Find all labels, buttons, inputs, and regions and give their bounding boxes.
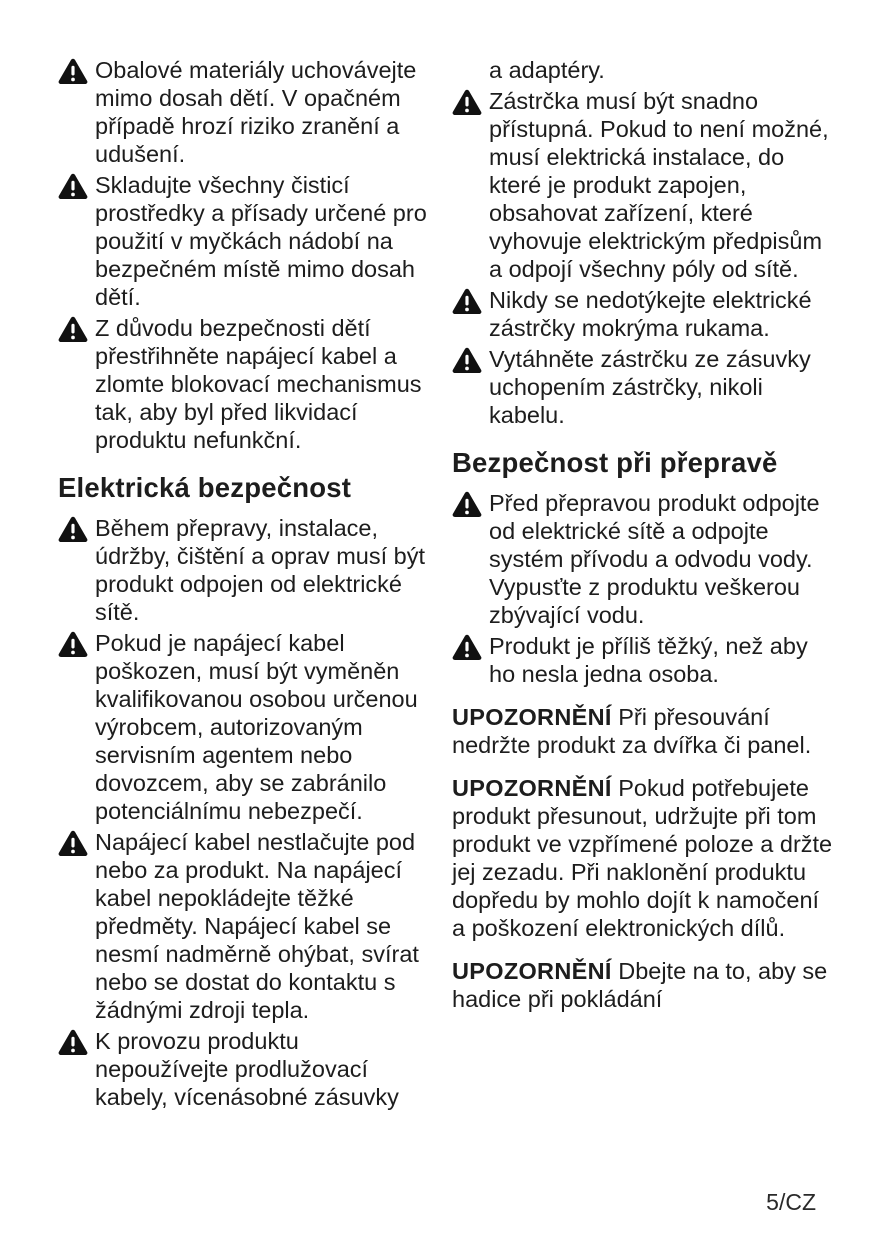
caution-text: Při přesouvání nedržte produkt za dvířka či panel.	[452, 704, 812, 758]
warning-triangle-icon	[452, 347, 482, 373]
warning-bullet	[58, 514, 438, 626]
warning-bullet	[452, 345, 834, 429]
warning-triangle-icon	[58, 631, 88, 657]
warning-triangle-icon	[58, 173, 88, 199]
bullet-text: Před přepravou produkt odpojte od elektrické sítě a odpojte systém přívodu a odvodu vody. Vypusťte z produktu veškerou zbývající vodu.	[489, 490, 820, 628]
bullet-text: Produkt je příliš těžký, než aby ho nesla jedna osoba.	[489, 633, 808, 687]
warning-bullet	[58, 56, 438, 168]
bullet-text: Pokud je napájecí kabel poškozen, musí být vyměněn kvalifikovanou osobou určenou výrobcem, autorizovaným servisním agentem nebo dovozcem, aby se zabránilo potenciálnímu nebezpečí.	[95, 630, 418, 824]
bullet-continuation-text: a adaptéry.	[489, 57, 605, 83]
warning-triangle-icon	[58, 516, 88, 542]
warning-triangle-icon	[452, 491, 482, 517]
warning-triangle-icon	[58, 316, 88, 342]
warning-triangle-icon	[58, 1029, 88, 1055]
warning-bullet	[452, 632, 834, 688]
caution-paragraph	[452, 957, 834, 1013]
bullet-text: Obalové materiály uchovávejte mimo dosah dětí. V opačném případě hrozí riziko zranění a udušení.	[95, 57, 417, 167]
warning-bullet	[452, 489, 834, 629]
warning-bullet	[58, 171, 438, 311]
caution-text: Pokud potřebujete produkt přesunout, udržujte při tom produkt ve vzpřímené poloze a držte jej zezadu. Při naklonění produktu dopředu by mohlo dojít k namočení a poškození elektronických dílů.	[452, 775, 833, 941]
left-column	[58, 56, 438, 1114]
section-heading-electrical-safety: Elektrická bezpečnost	[58, 472, 352, 503]
bullet-text: K provozu produktu nepoužívejte prodlužovací kabely, vícenásobné zásuvky	[95, 1028, 399, 1110]
bullet-text: Nikdy se nedotýkejte elektrické zástrčky mokrýma rukama.	[489, 287, 812, 341]
warning-bullet	[452, 87, 834, 283]
caution-text: Dbejte na to, aby se hadice při pokládání	[452, 958, 828, 1012]
caution-label: UPOZORNĚNÍ	[452, 775, 612, 801]
right-column	[452, 56, 834, 1013]
bullet-text: Skladujte všechny čisticí prostředky a přísady určené pro použití v myčkách nádobí na bezpečném místě mimo dosah dětí.	[95, 172, 427, 310]
bullet-text: Během přepravy, instalace, údržby, čištění a oprav musí být produkt odpojen od elektrické sítě.	[95, 515, 426, 625]
caution-label: UPOZORNĚNÍ	[452, 958, 612, 984]
warning-bullet	[58, 828, 438, 1024]
warning-bullet	[58, 314, 438, 454]
bullet-text: Zástrčka musí být snadno přístupná. Pokud to není možné, musí elektrická instalace, do které je produkt zapojen, obsahovat zařízení, které vyhovuje elektrickým předpisům a odpojí všechny póly od sítě.	[489, 88, 829, 282]
bullet-text: Napájecí kabel nestlačujte pod nebo za produkt. Na napájecí kabel nepokládejte těžké předměty. Napájecí kabel se nesmí nadměrně ohýbat, svírat nebo se dostat do kontaktu s žádnými zdroji tepla.	[95, 829, 419, 1023]
warning-bullet	[58, 1027, 438, 1111]
bullet-text: Z důvodu bezpečnosti dětí přestřihněte napájecí kabel a zlomte blokovací mechanismus tak, aby byl před likvidací produktu nefunkční.	[95, 315, 422, 453]
section-heading-transport-safety: Bezpečnost při přepravě	[452, 447, 778, 478]
caution-paragraph	[452, 774, 834, 942]
warning-bullet	[58, 629, 438, 825]
page-number: 5/CZ	[766, 1189, 816, 1215]
caution-label: UPOZORNĚNÍ	[452, 704, 612, 730]
warning-triangle-icon	[452, 634, 482, 660]
warning-bullet	[452, 286, 834, 342]
bullet-text: Vytáhněte zástrčku ze zásuvky uchopením zástrčky, nikoli kabelu.	[489, 346, 811, 428]
warning-triangle-icon	[58, 830, 88, 856]
caution-paragraph	[452, 703, 834, 759]
warning-triangle-icon	[452, 89, 482, 115]
warning-triangle-icon	[58, 58, 88, 84]
warning-triangle-icon	[452, 288, 482, 314]
